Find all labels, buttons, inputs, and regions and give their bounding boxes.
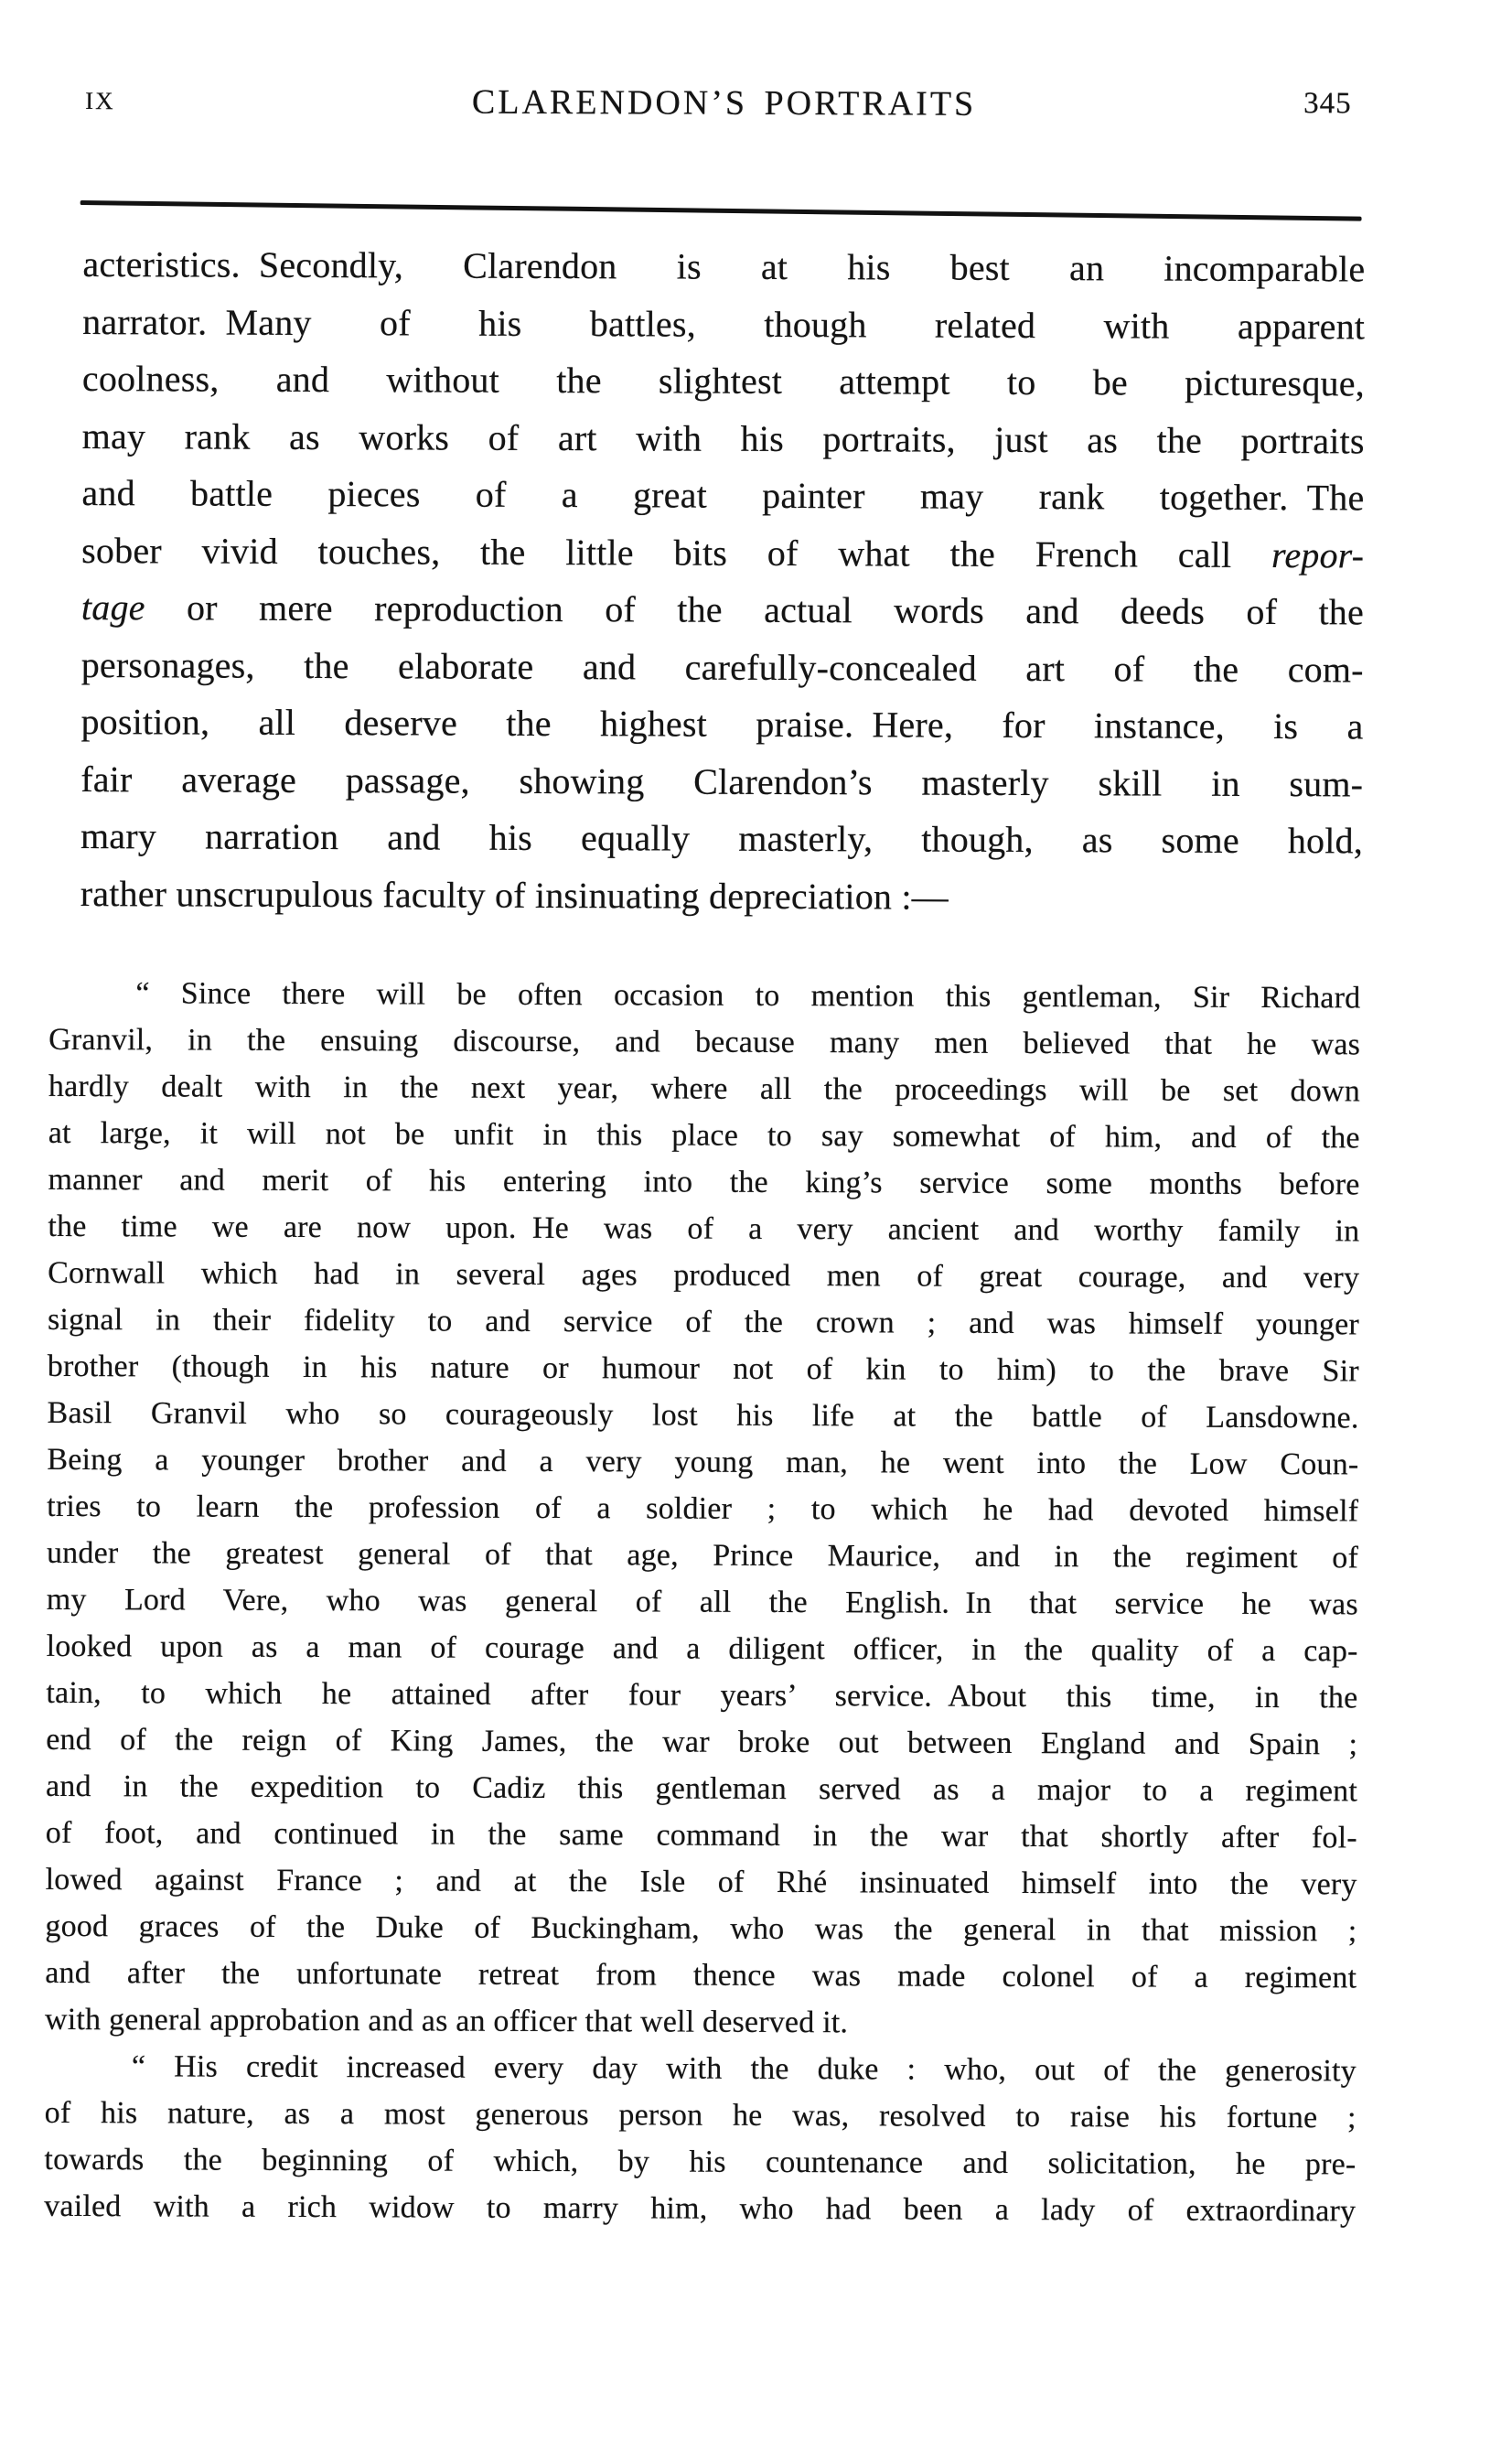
text-line: the time we are now upon. He was of a very ancient and worthy family in [48, 1209, 1360, 1249]
text-line: manner and merit of his entering into the king’s service some months before [48, 1162, 1360, 1202]
text-line: may rank as works of art with his portraits, just as the portraits [81, 414, 1365, 461]
header-rule [80, 200, 1362, 221]
text-line: of foot, and continued in the same command in the war that shortly after fol- [45, 1815, 1357, 1855]
text-line: Granvil, in the ensuing discourse, and because many men believed that he was [48, 1022, 1361, 1062]
main-paragraph [80, 236, 1366, 927]
text-line: Cornwall which had in several ages produced men of great courage, and very [48, 1255, 1360, 1296]
text-line: Basil Granvil who so courageously lost his life at the battle of Lansdowne. [47, 1395, 1359, 1435]
text-line: narrator. Many of his battles, though related with apparent [82, 300, 1366, 347]
text-line: with general approbation and as an officer that well deserved it. [44, 2002, 849, 2040]
block-quote-paragraph-1 [45, 970, 1360, 2048]
text-line: under the greatest general of that age, Prince Maurice, and in the regiment of [46, 1535, 1359, 1575]
text-line: Being a younger brother and a very young man, he went into the Low Coun- [47, 1442, 1359, 1482]
text-line: mary narration and his equally masterly, though, as some hold, [80, 815, 1364, 862]
text-line: looked upon as a man of courage and a diligent officer, in the quality of a cap- [46, 1629, 1358, 1669]
text-line: vailed with a rich widow to marry him, who had been a lady of extraordinary [44, 2188, 1357, 2229]
text-line: my Lord Vere, who was general of all the English. In that service he was [46, 1582, 1358, 1622]
text-line: of his nature, as a most generous person he was, resolved to raise his fortune ; [44, 2095, 1357, 2135]
text-line: rather unscrupulous faculty of insinuating depreciation :— [80, 872, 949, 918]
text-line: sober vivid touches, the little bits of what the French call repor- [81, 529, 1365, 575]
text-line: good graces of the Duke of Buckingham, who was the general in that mission ; [45, 1908, 1357, 1949]
text-line: fair average passage, showing Clarendon’s masterly skill in sum- [80, 758, 1364, 804]
text-line: tage or mere reproduction of the actual words and deeds of the [80, 586, 1365, 633]
chapter-numeral: IX [85, 87, 115, 115]
text-line: tain, to which he attained after four years’ service. About this time, in the [46, 1675, 1358, 1715]
text-line: acteristics. Secondly, Clarendon is at his best an incomparable [82, 243, 1366, 290]
text-line: towards the beginning of which, by his countenance and solicitation, he pre- [44, 2142, 1357, 2182]
text-line: position, all deserve the highest praise. Here, for instance, is a [80, 701, 1364, 747]
text-line: brother (though in his nature or humour not of kin to him) to the brave Sir [47, 1349, 1359, 1389]
text-line: at large, it will not be unfit in this place to say somewhat of him, and of the [48, 1115, 1360, 1156]
block-quote-paragraph-2 [44, 2043, 1357, 2235]
text-line: signal in their fidelity to and service of the crown ; and was himself younger [47, 1302, 1360, 1342]
text-line: coolness, and without the slightest attempt to be picturesque, [81, 358, 1366, 404]
text-line: “ Since there will be often occasion to mention this gentleman, Sir Richard [135, 976, 1361, 1016]
text-line: “ His credit increased every day with the duke : who, out of the generosity [131, 2049, 1357, 2089]
text-line: lowed against France ; and at the Isle of Rhé insinuated himself into the very [45, 1862, 1357, 1902]
text-line: personages, the elaborate and carefully-concealed art of the com- [80, 643, 1364, 690]
running-title: CLARENDON’S PORTRAITS [471, 82, 977, 124]
page-number: 345 [1303, 87, 1352, 121]
text-line: tries to learn the profession of a soldier ; to which he had devoted himself [47, 1489, 1359, 1529]
text-line: and in the expedition to Cadiz this gentleman served as a major to a regiment [45, 1769, 1358, 1809]
text-line: and after the unfortunate retreat from thence was made colonel of a regiment [45, 1955, 1357, 1995]
text-line: and battle pieces of a great painter may rank together. The [81, 472, 1365, 519]
text-line: hardly dealt with in the next year, where all the proceedings will be set down [48, 1069, 1361, 1109]
text-line: end of the reign of King James, the war broke out between England and Spain ; [46, 1722, 1358, 1762]
